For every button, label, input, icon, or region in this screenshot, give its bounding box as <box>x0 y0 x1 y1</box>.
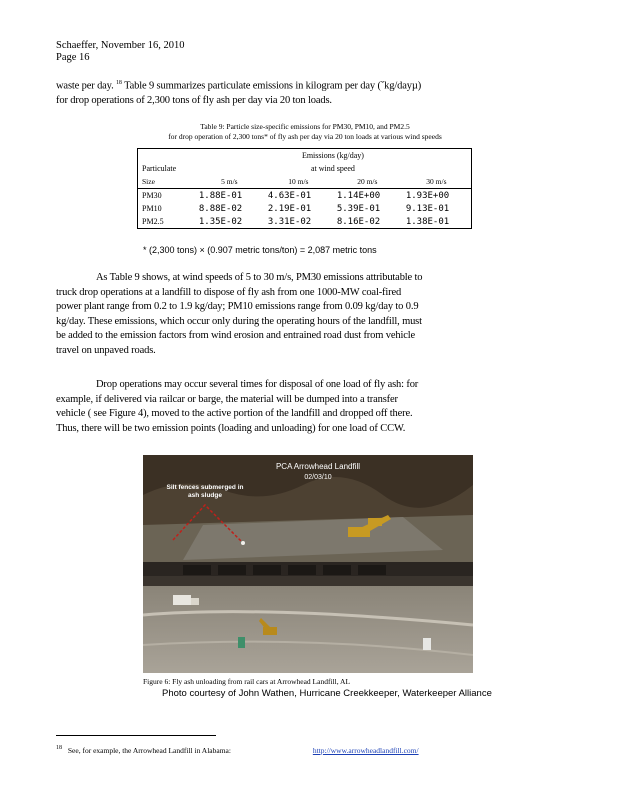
row-value: 1.93E+00 <box>405 190 450 201</box>
footnote <box>56 745 419 755</box>
header-author-date: Schaeffer, November 16, 2010 <box>56 40 185 51</box>
table-row <box>138 189 472 203</box>
row-value: 8.88E-02 <box>198 203 243 214</box>
row-value: 1.35E-02 <box>198 216 243 227</box>
wind-speed-header: 5 m/s <box>195 175 264 189</box>
footnote-ref[interactable]: 18 <box>116 80 122 86</box>
table-note: * (2,300 tons) × (0.907 metric tons/ton) = 2,087 metric tons <box>143 245 377 255</box>
paragraph-2: Drop operations may occur several times for disposal of one load of fly ash: for example, if delivered via railcar or barge, the material will be dumped into a transfer vehicle ( see Figure 4), moved to the active portion of the landfill and dropped off there. Thus, there will be two emission points (loading and unloading) for one load of CCW. <box>56 379 419 434</box>
table-caption-line2: for drop operation of 2,300 tons* of fly ash per day via 20 ton loads at various wind speeds <box>168 132 442 141</box>
landfill-photo <box>143 455 473 673</box>
photo-credit: Photo courtesy of John Wathen, Hurricane Creekkeeper, Waterkeeper Alliance <box>162 688 492 699</box>
wind-speed-label: at wind speed <box>310 164 355 173</box>
row-size: PM2.5 <box>142 217 164 226</box>
row-size: PM30 <box>142 191 162 200</box>
photo-label-line1: Silt fences submerged in <box>166 484 244 491</box>
photo-title-line2: 02/03/10 <box>304 474 332 481</box>
paragraph-1: As Table 9 shows, at wind speeds of 5 to 30 m/s, PM30 emissions attributable to truck drop operations at a landfill to dispose of fly ash from one 1000-MW coal-fired power plant range from 0.2 to 1.9 kg/day; PM10 emissions range from 0.09 kg/day to 0.9 kg/day. These emissions, which occur only during the operating hours of the landfill, must be added to the emission factors from wind erosion and entrained road dust from vehicle travel on unpaved roads. <box>56 272 423 356</box>
row-value: 1.14E+00 <box>336 190 381 201</box>
row-value: 9.13E-01 <box>405 203 450 214</box>
wind-speed-header: 30 m/s <box>402 175 472 189</box>
header-page-number: Page 16 <box>56 52 90 63</box>
emissions-table <box>137 148 472 229</box>
wind-speed-header: 20 m/s <box>333 175 402 189</box>
footnote-text: See, for example, the Arrowhead Landfill in Alabama: <box>67 745 231 755</box>
particulate-label: Particulate <box>142 164 177 173</box>
row-value: 1.38E-01 <box>405 216 450 227</box>
footnote-link[interactable]: http://www.arrowheadlandfill.com/ <box>312 745 419 755</box>
table-caption <box>60 122 550 142</box>
wind-speed-header: 10 m/s <box>264 175 333 189</box>
row-value: 5.39E-01 <box>336 203 381 214</box>
table-row <box>138 215 472 229</box>
table-row <box>138 202 472 215</box>
footnote-number: 18 <box>56 745 62 751</box>
row-value: 1.88E-01 <box>198 190 243 201</box>
emissions-header: Emissions (kg/day) <box>301 151 364 160</box>
row-value: 2.19E-01 <box>267 203 312 214</box>
table-blank-cell <box>138 149 195 163</box>
intro-paragraph <box>56 76 426 109</box>
intro-start: waste per day. <box>56 80 114 92</box>
footnote-divider <box>56 735 216 736</box>
table-caption-line1: Table 9: Particle size-specific emissions for PM30, PM10, and PM2.5 <box>200 122 410 131</box>
photo-label-line2: ash sludge <box>188 492 222 499</box>
row-value: 8.16E-02 <box>336 216 381 227</box>
row-value: 4.63E-01 <box>267 190 312 201</box>
row-size: PM10 <box>142 204 162 213</box>
figure-caption: Figure 6: Fly ash unloading from rail cars at Arrowhead Landfill, AL <box>143 677 351 686</box>
row-value: 3.31E-02 <box>267 216 312 227</box>
intro-text: Table 9 summarizes particulate emissions in kilogram per day (ˇkg/dayµ) for drop operations of 2,300 tons of fly ash per day via 20 ton loads. <box>56 80 422 106</box>
photo-title-line1: PCA Arrowhead Landfill <box>275 462 361 471</box>
size-label: Size <box>138 175 195 189</box>
